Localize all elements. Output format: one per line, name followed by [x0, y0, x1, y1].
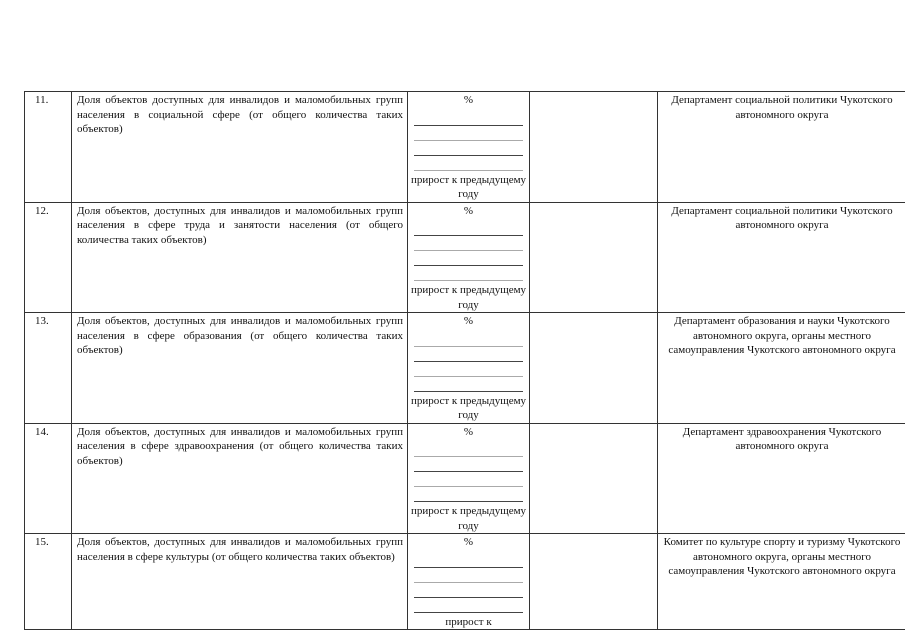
table-row [25, 534, 905, 630]
table-row [25, 92, 905, 203]
value-lines [414, 332, 523, 392]
growth-label: прирост к [445, 615, 492, 628]
value-lines [414, 221, 523, 281]
unit-cell [408, 92, 530, 203]
empty-cell [530, 202, 658, 313]
table-row [25, 202, 905, 313]
indicator-name: Доля объектов, доступных для инвалидов и маломобильных групп населения в сфере образования (от общего количества таких объектов) [72, 313, 408, 424]
indicators-table [24, 91, 905, 630]
responsible-org: Департамент образования и науки Чукотского автономного округа, органы местного самоуправления Чукотского автономного округа [658, 313, 905, 424]
responsible-org: Комитет по культуре спорту и туризму Чукотского автономного округа, органы местного самоуправления Чукотского автономного округа [658, 534, 905, 630]
empty-cell [530, 534, 658, 630]
value-lines [414, 553, 523, 613]
growth-label: прирост к предыдущему году [410, 173, 527, 200]
row-number: 14. [25, 423, 72, 534]
value-lines [414, 442, 523, 502]
unit-label: % [463, 94, 474, 106]
unit-label: % [463, 425, 474, 438]
growth-label: прирост к предыдущему году [410, 284, 527, 311]
row-number: 11. [25, 92, 72, 203]
responsible-org: Департамент социальной политики Чукотского автономного округа [658, 92, 905, 203]
row-number: 15. [25, 534, 72, 630]
row-number: 13. [25, 313, 72, 424]
indicator-name: Доля объектов, доступных для инвалидов и маломобильных групп населения в сфере труда и занятости населения (от общего количества таких объектов) [72, 202, 408, 313]
unit-label: % [463, 536, 474, 548]
indicator-name: Доля объектов, доступных для инвалидов и маломобильных групп населения в сфере здравоохранения (от общего количества таких объектов) [72, 423, 408, 534]
table-row [25, 423, 905, 534]
unit-label: % [463, 315, 474, 327]
growth-label: прирост к предыдущему году [410, 505, 527, 532]
empty-cell [530, 313, 658, 424]
indicator-name: Доля объектов доступных для инвалидов и маломобильных групп населения в социальной сфере (от общего количества таких объектов) [72, 92, 408, 203]
unit-cell [408, 313, 530, 424]
responsible-org: Департамент здравоохранения Чукотского автономного округа [658, 423, 905, 534]
indicator-name: Доля объектов, доступных для инвалидов и маломобильных групп населения в сфере культуры (от общего количества таких объектов) [72, 534, 408, 630]
growth-label: прирост к предыдущему году [410, 394, 527, 421]
empty-cell [530, 423, 658, 534]
empty-cell [530, 92, 658, 203]
value-lines [414, 111, 523, 171]
unit-cell [408, 202, 530, 313]
unit-cell [408, 534, 530, 630]
unit-cell [408, 423, 530, 534]
unit-label: % [463, 204, 474, 217]
responsible-org: Департамент социальной политики Чукотского автономного округа [658, 202, 905, 313]
row-number: 12. [25, 202, 72, 313]
table-row [25, 313, 905, 424]
